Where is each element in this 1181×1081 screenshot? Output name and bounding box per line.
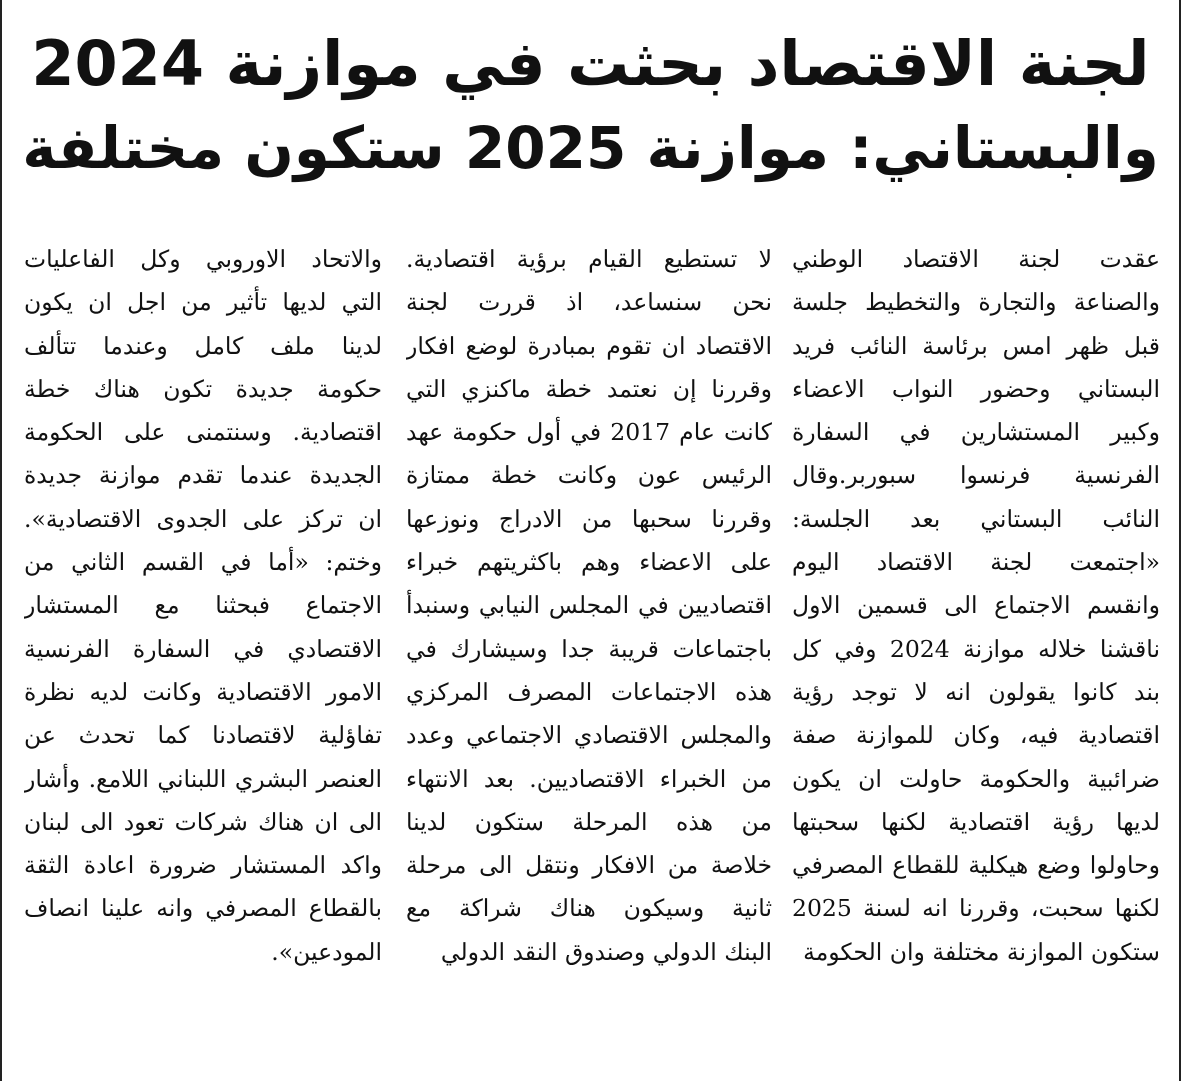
article-text-line: البستاني وحضور النواب الاعضاء [792, 374, 1160, 403]
headline-line-1: لجنة الاقتصاد بحثت في موازنة 2024 [31, 27, 1150, 100]
article-text-line: ان تركز على الجدوى الاقتصادية». [24, 504, 382, 533]
article-text-line: العنصر البشري اللبناني اللامع. وأشار [24, 764, 382, 793]
article-text-line: ضرائبية والحكومة حاولت ان يكون [792, 764, 1160, 793]
article-text-line: بند كانوا يقولون انه لا توجد رؤية [792, 677, 1160, 706]
article-text-line: الاقتصادي في السفارة الفرنسية [24, 634, 382, 663]
article-text-line: نحن سنساعد، اذ قررت لجنة [406, 288, 772, 317]
article-column-right [792, 238, 1160, 1068]
article-text-line: قبل ظهر امس برئاسة النائب فريد [792, 331, 1160, 360]
article-text-line: اقتصادية فيه، وكان للموازنة صفة [792, 721, 1160, 750]
article-text-line: الامور الاقتصادية وكانت لديه نظرة [24, 677, 382, 706]
article-text-line: ناقشنا خلاله موازنة 2024 وفي كل [792, 634, 1160, 663]
article-text-line: واكد المستشار ضرورة اعادة الثقة [24, 851, 382, 880]
article-text-line: عقدت لجنة الاقتصاد الوطني [792, 245, 1160, 273]
article-text-line: بالقطاع المصرفي وانه علينا انصاف [24, 894, 382, 923]
article-text-line: النائب البستاني بعد الجلسة: [792, 504, 1160, 533]
article-text-line: ثانية وسيكون هناك شراكة مع [406, 894, 772, 923]
article-column-left [24, 238, 382, 1068]
article-text-line: الاجتماع فبحثنا مع المستشار [24, 591, 382, 620]
article-text-line: على الاعضاء وهم باكثريتهم خبراء [406, 548, 772, 577]
headline-line-2: والبستاني: موازنة 2025 ستكون مختلفة [22, 114, 1159, 182]
article-text-line: وكبير المستشارين في السفارة [792, 418, 1160, 447]
article-text-line: ستكون الموازنة مختلفة وان الحكومة [803, 937, 1160, 966]
article-text-line: وختم: «أما في القسم الثاني من [24, 548, 382, 577]
article-text-line: الاقتصاد ان تقوم بمبادرة لوضع افكار [406, 331, 772, 360]
article-text-line: والاتحاد الاوروبي وكل الفاعليات [24, 245, 382, 273]
article-headline [22, 22, 1159, 190]
article-text-line: البنك الدولي وصندوق النقد الدولي [440, 937, 772, 966]
article-text-line: وقررنا إن نعتمد خطة ماكنزي التي [406, 374, 772, 403]
article-text-line: اقتصادية. وسنتمنى على الحكومة [24, 418, 382, 447]
article-text-line: وحاولوا وضع هيكلية للقطاع المصرفي [792, 851, 1160, 880]
article-text-line: الرئيس عون وكانت خطة ممتازة [406, 461, 772, 490]
article-column-middle [406, 238, 772, 1068]
article-text-line: باجتماعات قريبة جدا وسيشارك في [406, 634, 772, 663]
article-text-line: حكومة جديدة تكون هناك خطة [24, 374, 382, 403]
article-text-line: من هذه المرحلة ستكون لدينا [406, 807, 772, 836]
article-text-line: المودعين». [271, 937, 382, 966]
article-text-line: «اجتمعت لجنة الاقتصاد اليوم [792, 548, 1160, 577]
article-text-line: وانقسم الاجتماع الى قسمين الاول [792, 591, 1160, 620]
article-text-line: خلاصة من الافكار ونتقل الى مرحلة [406, 851, 772, 880]
article-text-line: والمجلس الاقتصادي الاجتماعي وعدد [406, 721, 772, 750]
article-text-line: من الخبراء الاقتصاديين. بعد الانتهاء [406, 764, 772, 793]
article-text-line: الفرنسية فرنسوا سبوربر.وقال [792, 461, 1160, 490]
article-text-line: تفاؤلية لاقتصادنا كما تحدث عن [24, 721, 382, 750]
article-text-line: اقتصاديين في المجلس النيابي وسنبدأ [406, 591, 772, 620]
article-text-line: لدينا ملف كامل وعندما تتألف [24, 331, 382, 360]
article-text-line: وقررنا سحبها من الادراج ونوزعها [406, 504, 772, 533]
article-text-line: والصناعة والتجارة والتخطيط جلسة [792, 288, 1160, 317]
article-text-line: كانت عام 2017 في أول حكومة عهد [406, 418, 772, 447]
article-text-line: التي لديها تأثير من اجل ان يكون [24, 288, 382, 317]
article-text-line: الى ان هناك شركات تعود الى لبنان [24, 807, 382, 836]
article-text-line: لا تستطيع القيام برؤية اقتصادية. [406, 245, 772, 273]
article-text-line: لديها رؤية اقتصادية لكنها سحبتها [792, 807, 1160, 836]
article-text-line: لكنها سحبت، وقررنا انه لسنة 2025 [792, 894, 1160, 923]
article-text-line: الجديدة عندما تقدم موازنة جديدة [24, 461, 382, 490]
article-text-line: هذه الاجتماعات المصرف المركزي [406, 677, 772, 706]
